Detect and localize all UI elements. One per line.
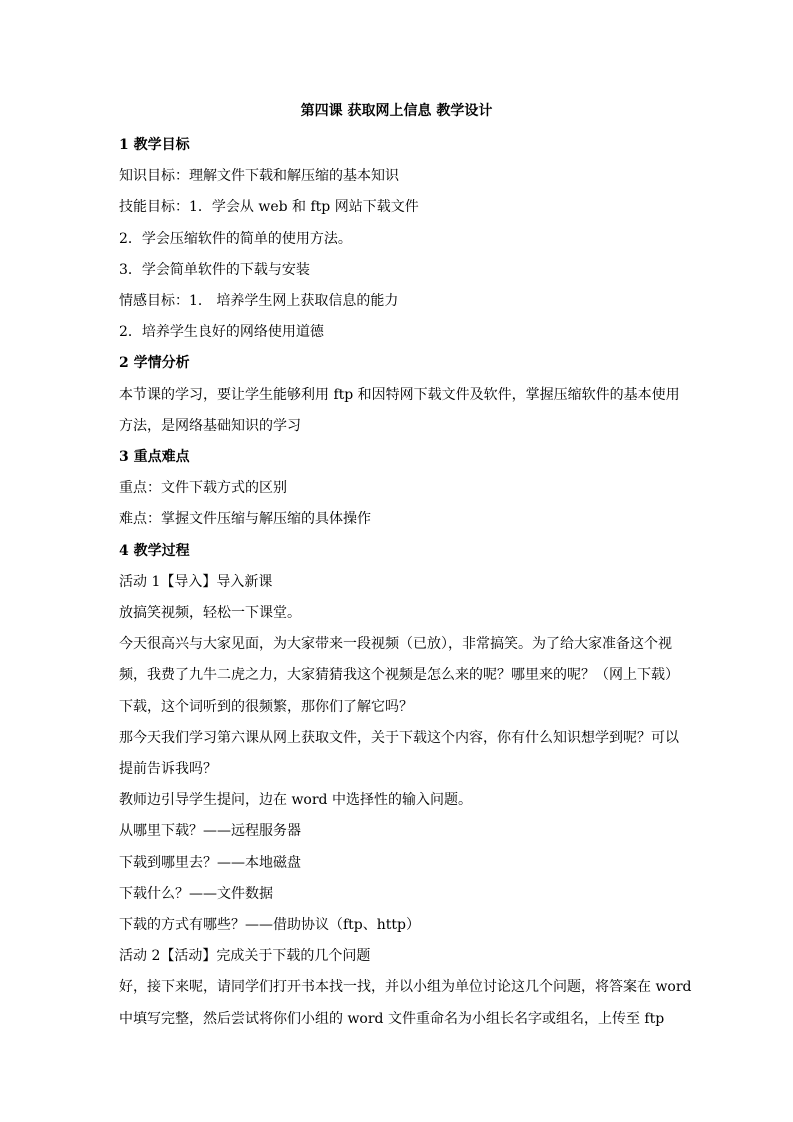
paragraph-line: 2．学会压缩软件的简单的使用方法。	[119, 230, 352, 247]
paragraph-line: 3．学会简单软件的下载与安装	[119, 261, 310, 278]
paragraph-line: 本节课的学习，要让学生能够利用 ftp 和因特网下载文件及软件，掌握压缩软件的基本使用	[119, 386, 680, 403]
section-heading: 1 教学目标	[119, 137, 190, 153]
section-heading: 2 学情分析	[119, 355, 190, 372]
section-heading: 4 教学过程	[119, 542, 190, 559]
paragraph-line: 教师边引导学生提问，边在 word 中选择性的输入问题。	[119, 792, 472, 809]
paragraph-line: 难点：掌握文件压缩与解压缩的具体操作	[119, 511, 371, 528]
document-title: 第四课 获取网上信息 教学设计	[300, 103, 493, 119]
paragraph-line: 下载到哪里去？——本地磁盘	[119, 854, 301, 871]
paragraph-line: 知识目标：理解文件下载和解压缩的基本知识	[119, 168, 399, 185]
paragraph-line: 活动 2【活动】完成关于下载的几个问题	[119, 948, 371, 965]
paragraph-line: 情感目标：1． 培养学生网上获取信息的能力	[119, 293, 399, 310]
paragraph-line: 下载，这个词听到的很频繁，那你们了解它吗？	[119, 698, 413, 715]
paragraph-line: 中填写完整，然后尝试将你们小组的 word 文件重命名为小组长名字或组名，上传至 ftp	[119, 1010, 665, 1027]
paragraph-line: 重点：文件下载方式的区别	[119, 480, 287, 497]
paragraph-line: 那今天我们学习第六课从网上获取文件，关于下载这个内容，你有什么知识想学到呢？可以	[119, 729, 679, 746]
paragraph-line: 今天很高兴与大家见面，为大家带来一段视频（已放），非常搞笑。为了给大家准备这个视	[119, 636, 672, 653]
section-heading: 3 重点难点	[119, 449, 190, 466]
paragraph-line: 2．培养学生良好的网络使用道德	[119, 324, 324, 341]
document-body	[119, 130, 692, 1035]
paragraph-line: 频，我费了九牛二虎之力，大家猜猜我这个视频是怎么来的呢？哪里来的呢？（网上下载）	[119, 667, 679, 684]
paragraph-line: 从哪里下载？——远程服务器	[119, 823, 301, 840]
paragraph-line: 放搞笑视频，轻松一下课堂。	[119, 605, 301, 622]
paragraph-line: 下载的方式有哪些？——借助协议（ftp、http）	[119, 917, 420, 934]
paragraph-line: 技能目标：1．学会从 web 和 ftp 网站下载文件	[119, 199, 419, 216]
paragraph-line: 提前告诉我吗？	[119, 761, 217, 778]
paragraph-line: 好，接下来呢，请同学们打开书本找一找，并以小组为单位讨论这几个问题，将答案在 word	[119, 979, 692, 996]
paragraph-line: 下载什么？——文件数据	[119, 885, 273, 902]
paragraph-line: 方法，是网络基础知识的学习	[119, 417, 301, 434]
paragraph-line: 活动 1【导入】导入新课	[119, 573, 273, 590]
